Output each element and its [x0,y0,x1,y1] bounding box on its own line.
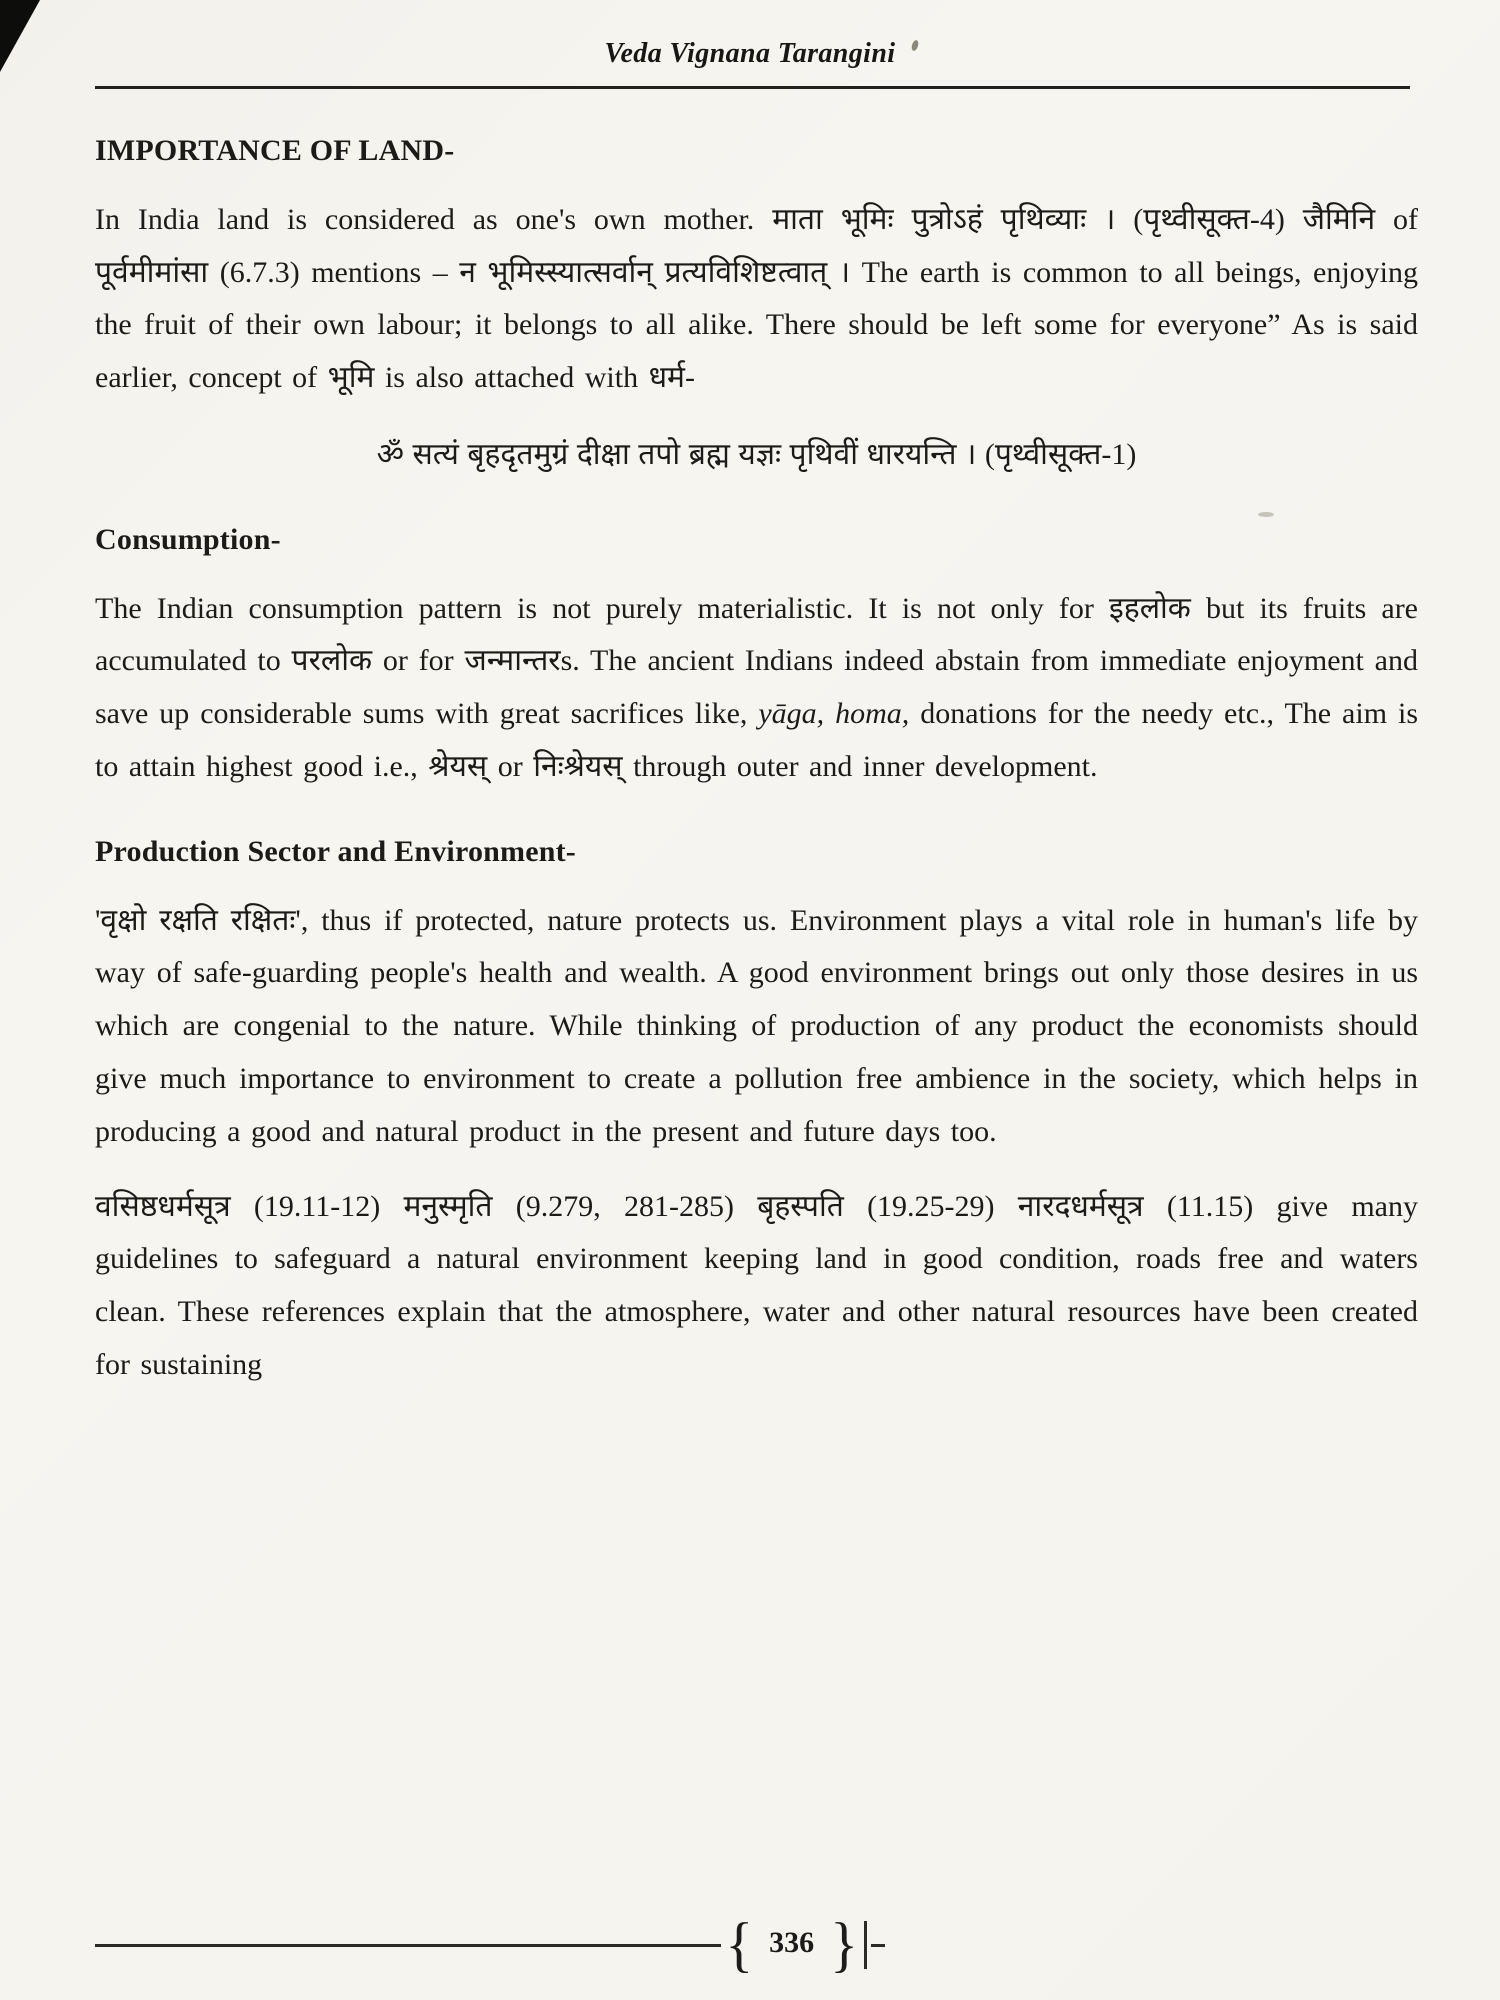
page-footer [95,1910,885,1979]
running-header-title: Veda Vignana Tarangini [604,38,896,69]
sanskrit-verse: ॐ सत्यं बृहदृतमुग्रं दीक्षा तपो ब्रह्म यज्ञः पृथिवीं धारयन्ति । (पृथ्वीसूक्त-1) [376,437,1137,471]
footer-rule-left [95,1944,721,1947]
text-run: The Indian consumption pattern is not purely materialistic. It is not only for इहलोक but its fruits are accumulated to परलोक or for जन्मान्तरs. The ancient Indians indeed abstain from immediate enjoyment and save up considerable sums with great sacrifices like, [95,591,1418,731]
section-heading-importance-of-land: IMPORTANCE OF LAND- [95,134,455,167]
footer-tick [864,1921,867,1969]
text-run-italic: yāga, homa, [758,697,910,731]
paragraph-land: In India land is considered as one's own mother. माता भूमिः पुत्रोऽहं पृथिव्याः । (पृथ्वीसूक्त-4) जैमिनि of पूर्वमीमांसा (6.7.3) mentions – न भूमिस्स्यात्सर्वान् प्रत्यविशिष्टत्वात् । The earth is common to all beings, enjoying the fruit of their own labour; it belongs to all alike. There should be left some for everyone” As is said earlier, concept of भूमि is also attached with धर्म- [95,202,1418,395]
section-heading-production: Production Sector and Environment- [95,834,576,868]
footer-rule-right [871,1944,885,1947]
paragraph-dharmasutra: वसिष्ठधर्मसूत्र (19.11-12) मनुस्मृति (9.279, 281-285) बृहस्पति (19.25-29) नारदधर्मसूत्र (11.15) give many guidelines to safeguard a natural environment keeping land in good condition, roads free and waters clean. These references explain that the atmosphere, water and other natural resources have been created for sustaining [95,1189,1418,1381]
text-run: donations for the needy etc., The aim is to attain highest good i.e., श्रेयस् or निःश्रेयस् through outer and inner development. [95,697,1419,783]
section-heading-consumption: Consumption- [95,522,281,556]
footer-brace-right: } [830,1910,858,1979]
footer-brace-left: { [725,1910,754,1979]
scan-speck [1258,512,1274,517]
page-body [0,89,1500,1392]
page-number: 336 [769,1926,815,1959]
paragraph-consumption [95,583,1418,794]
running-header [0,0,1500,89]
paragraph-production: 'वृक्षो रक्षति रक्षितः', thus if protected, nature protects us. Environment plays a vital role in human's life by way of safe-guarding people's health and wealth. A good environment brings out only those desires in us which are congenial to the nature. While thinking of production of any product the economists should give much importance to environment to create a pollution free ambience in the society, which helps in producing a good and natural product in the present and future days too. [95,903,1418,1148]
